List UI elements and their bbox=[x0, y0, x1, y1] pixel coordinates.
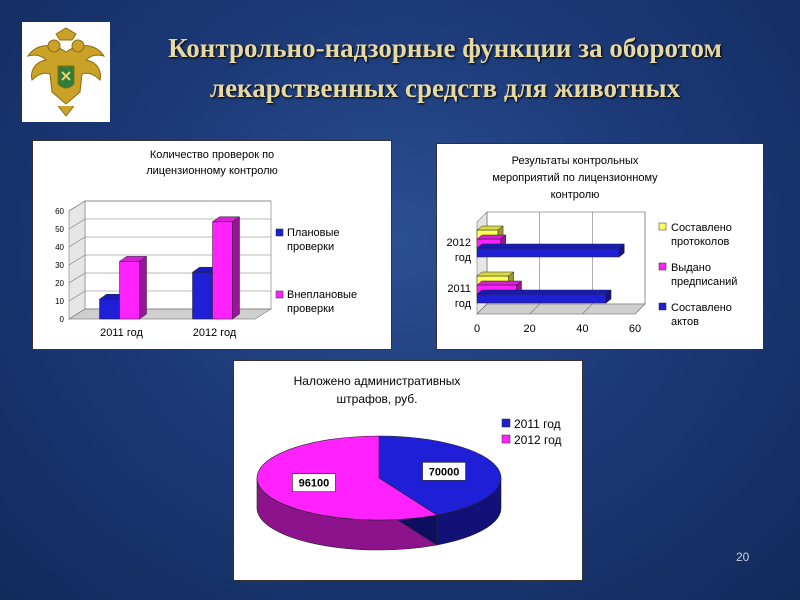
legend-label: протоколов bbox=[671, 236, 730, 248]
bar-top bbox=[477, 281, 522, 285]
legend-swatch bbox=[502, 435, 510, 443]
plot-floor bbox=[477, 304, 645, 314]
fines-pie-chart bbox=[234, 361, 582, 580]
y-tick-label: 50 bbox=[55, 225, 64, 234]
legend-label: проверки bbox=[287, 241, 335, 253]
bar-front bbox=[477, 294, 606, 303]
page-number: 20 bbox=[736, 550, 750, 564]
legend-label: 2011 год bbox=[514, 417, 561, 431]
legend-label: актов bbox=[671, 316, 699, 328]
legend-swatch bbox=[276, 291, 283, 298]
y-tick-label: 0 bbox=[59, 315, 64, 324]
chart-title-line: лицензионному контролю bbox=[146, 165, 278, 177]
legend-swatch bbox=[659, 223, 666, 230]
chart-title-line: контролю bbox=[550, 189, 600, 201]
legend-label: предписаний bbox=[671, 276, 738, 288]
y-tick-label: 20 bbox=[55, 279, 64, 288]
pie-value-label: 70000 bbox=[428, 466, 460, 479]
legend-label: 2012 год bbox=[514, 433, 562, 447]
legend-swatch bbox=[659, 263, 666, 270]
x-tick-label: 0 bbox=[473, 323, 481, 335]
legend-label: Внеплановые bbox=[287, 289, 358, 301]
x-tick-label: 40 bbox=[576, 323, 589, 335]
bar-front bbox=[120, 261, 140, 319]
chart-results-panel bbox=[436, 143, 764, 350]
slide-title: Контрольно-надзорные функции за оборотом лекарственных средств для животных bbox=[168, 33, 722, 103]
emblem-panel bbox=[22, 22, 110, 122]
chart-title-line: штрафов, руб. bbox=[336, 392, 418, 406]
bar-front bbox=[100, 299, 120, 319]
results-hbar-chart bbox=[437, 144, 763, 349]
y-category-label: 2011 bbox=[447, 283, 471, 295]
double-headed-eagle-emblem-icon bbox=[22, 22, 110, 122]
legend-label: Составлено bbox=[671, 222, 732, 234]
legend-swatch bbox=[659, 303, 666, 310]
legend-label: проверки bbox=[287, 303, 335, 315]
y-tick-label: 10 bbox=[55, 297, 64, 306]
legend-swatch bbox=[276, 229, 283, 236]
legend-label: Составлено bbox=[671, 302, 732, 314]
chart-title-line: Результаты контрольных bbox=[511, 155, 639, 167]
legend-label: Плановые bbox=[287, 227, 340, 239]
y-category-label: 2012 bbox=[446, 237, 471, 249]
y-category-label: год bbox=[454, 298, 471, 310]
bar-top bbox=[477, 244, 624, 248]
x-tick-label: 60 bbox=[628, 323, 642, 335]
y-category-label: год bbox=[454, 252, 471, 264]
x-category-label: 2012 год bbox=[192, 327, 237, 339]
legend-swatch bbox=[502, 419, 510, 427]
chart-fines-panel bbox=[233, 360, 583, 581]
bar-side bbox=[140, 256, 147, 319]
bar-front bbox=[477, 248, 619, 257]
x-tick-label: 20 bbox=[523, 323, 536, 335]
pie-value-label: 96100 bbox=[298, 477, 330, 490]
legend-label: Выдано bbox=[671, 262, 711, 274]
bar-top bbox=[477, 290, 611, 294]
chart-inspections-panel bbox=[32, 140, 392, 350]
y-tick-label: 30 bbox=[55, 261, 64, 270]
y-tick-label: 60 bbox=[55, 207, 64, 216]
x-category-label: 2011 год bbox=[100, 327, 143, 339]
bar-front bbox=[193, 272, 213, 319]
y-tick-label: 40 bbox=[55, 243, 64, 252]
bar-front bbox=[213, 222, 233, 319]
chart-title-line: Наложено административных bbox=[293, 374, 461, 388]
bar-top bbox=[477, 272, 514, 276]
inspections-bar-chart bbox=[33, 141, 391, 349]
chart-title-line: мероприятий по лицензионному bbox=[492, 172, 658, 184]
chart-title-line: Количество проверок по bbox=[149, 149, 275, 161]
bar-side bbox=[233, 217, 240, 319]
